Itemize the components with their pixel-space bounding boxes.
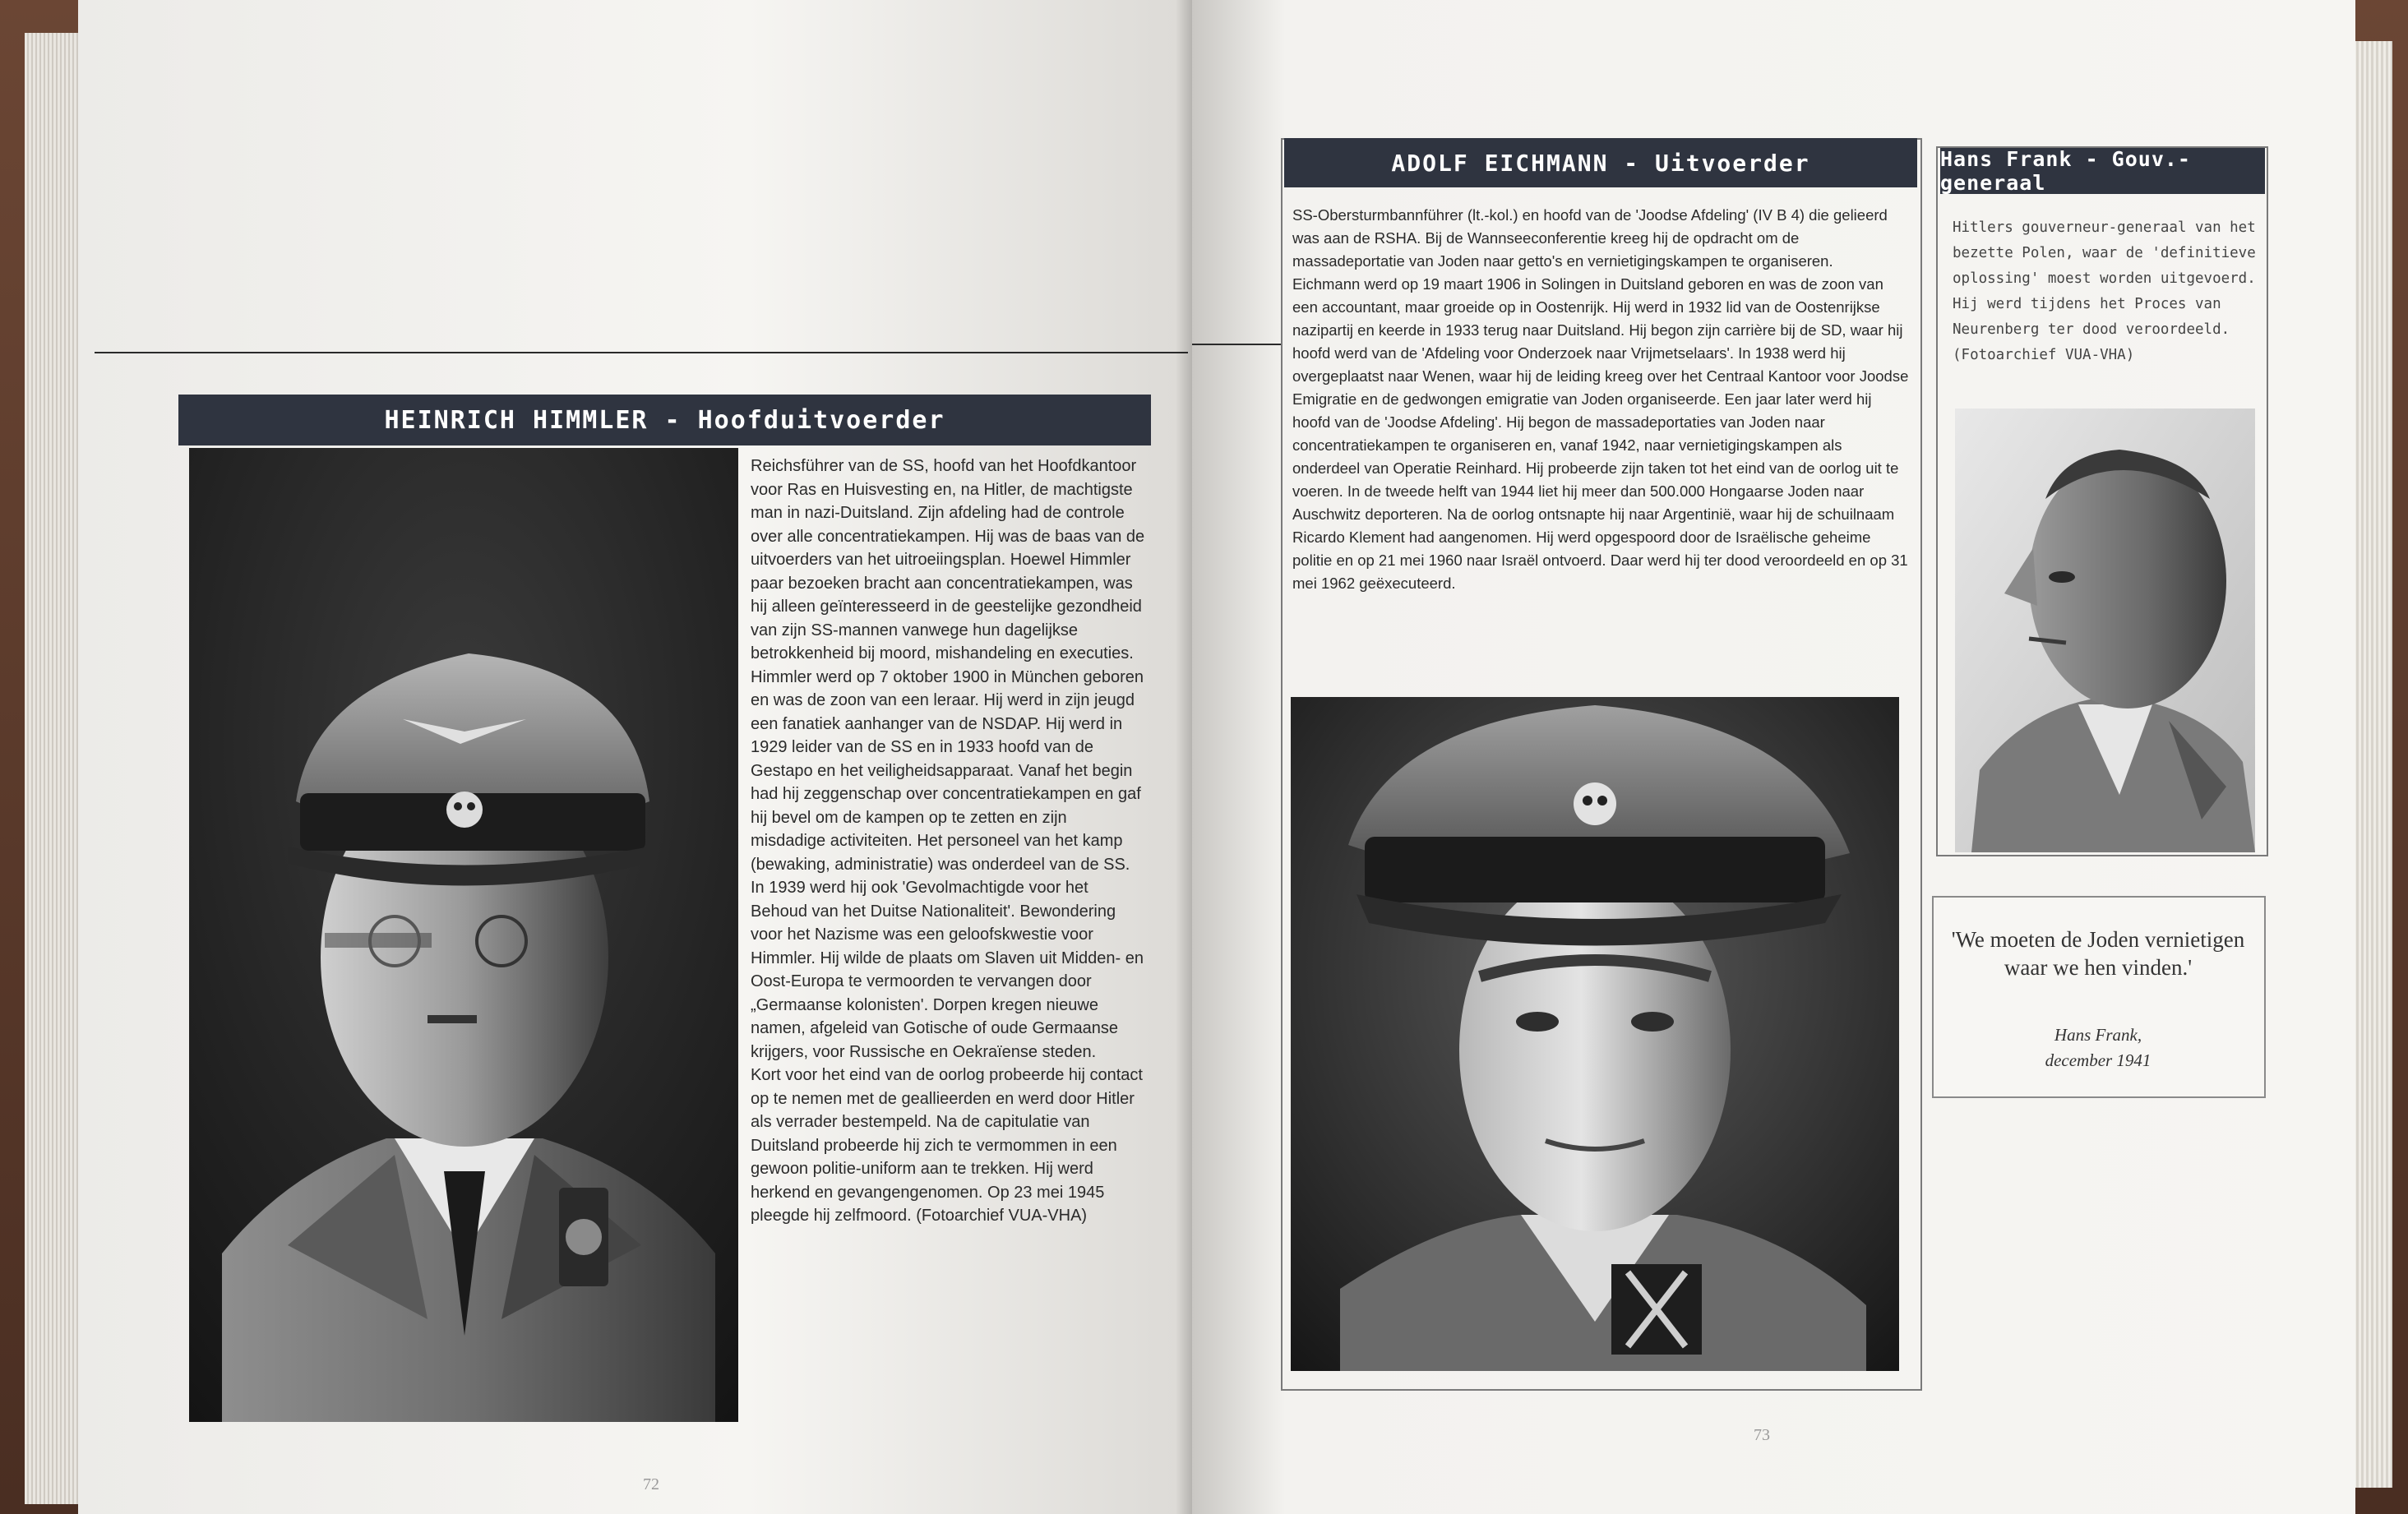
eichmann-banner: ADOLF EICHMANN - Uitvoerder	[1284, 138, 1917, 187]
eichmann-portrait-graphic	[1291, 697, 1899, 1371]
eichmann-text	[1292, 204, 1909, 595]
himmler-banner: HEINRICH HIMMLER - Hoofduitvoerder	[178, 395, 1151, 445]
himmler-photo	[189, 448, 738, 1422]
frank-quote: 'We moeten de Joden vernietigen waar we hen vinden.'	[1951, 927, 2245, 980]
himmler-paragraph-2: Himmler werd op 7 oktober 1900 in München geboren en was de zoon van een leraar. Hij werd in zijn jeugd een fanatiek aanhanger van de NSDAP. Hij werd in 1929 leider van de SS en in 1933 hoofd van de Gestapo en het veiligheidsapparaat. Vanaf het begin had hij zeggenschap over concentratiekampen en gaf hij bevel om de kampen op te zetten en zijn misdadige activiteiten. Het personeel van het kamp (bewaking, administratie) was onderdeel van de SS. In 1939 werd hij ook 'Gevolmachtigde voor het Behoud van het Duitse Nationaliteit'. Bewondering voor het Nazisme was een geloofskwestie voor Himmler. Hij wilde de plaats om Slaven uit Midden- en Oost-Europa te vermoorden te vervangen door „Germaanse kolonisten'. Dorpen kregen nieuwe namen, afgeleid van Gotische of oude Germaanse krijgers, voor Russische en Oekraïense steden.	[751, 667, 1144, 1061]
eichmann-photo	[1291, 697, 1899, 1371]
book-page-edges-right	[2351, 41, 2392, 1488]
top-rule-left	[95, 352, 1188, 353]
himmler-paragraph-3: Kort voor het eind van de oorlog probeerde hij contact op te nemen met de geallieerden en werd door Hitler als verrader bestempeld. Na de capitulatie van Duitsland probeerde hij zich te vermommen in een gewoon politie-uniform aan te trekken. Hij werd herkend en gevangengenomen. Op 23 mei 1945 pleegde hij zelfmoord. (Fotoarchief VUA-VHA)	[751, 1066, 1143, 1225]
himmler-portrait-graphic	[189, 448, 738, 1422]
eichmann-paragraph-2: Eichmann werd op 19 maart 1906 in Solingen in Duitsland geboren en was de zoon van een accountant, maar groeide op in Oostenrijk. Hij werd in 1932 lid van de Oostenrijkse nazipartij en keerde in 1933 terug naar Duitsland. Hij begon zijn carrière bij de SD, waar hij hoofd werd van de 'Afdeling voor Onderzoek naar Vrijmetselaars'. In 1938 werd hij overgeplaatst naar Wenen, waar hij de leiding kreeg over het Centraal Kantoor voor Joodse Emigratie en de gedwongen emigratie van Joden organiseerde. Een jaar later werd hij hoofd van de 'Joodse Afdeling'. Hij begon de massadeportaties van Joden naar concentratiekampen te organiseren en, vanaf 1942, naar vernietigingskampen als onderdeel van Operatie Reinhard. Hij probeerde zijn taken tot het eind van de oorlog uit te voeren. In de tweede helft van 1944 liet hij meer dan 500.000 Hongaarse Joden naar Auschwitz deporteren. Na de oorlog ontsnapte hij naar Argentinië, waar hij de schuilnaam Ricardo Klement had aangenomen. Hij werd opgespoord door de Israëlische geheime politie en op 21 mei 1960 naar Israël ontvoerd. Daar werd hij ter dood veroordeeld en op 31 mei 1962 geëxecuteerd.	[1292, 275, 1909, 592]
right-page	[1192, 0, 2355, 1514]
page-number-right: 73	[1754, 1426, 1770, 1444]
frank-attribution-date: december 1941	[2045, 1050, 2151, 1070]
frank-attribution-name: Hans Frank,	[2054, 1025, 2142, 1045]
page-number-left: 72	[643, 1475, 659, 1493]
top-rule-right	[1192, 344, 1283, 345]
frank-photo	[1955, 409, 2255, 852]
frank-portrait-graphic	[1955, 409, 2255, 852]
left-page	[78, 0, 1192, 1514]
frank-text: Hitlers gouverneur-generaal van het bezette Polen, waar de 'definitieve oplossing' moest worden uitgevoerd. Hij werd tijdens het Proces van Neurenberg ter dood veroordeeld. (Fotoarchief VUA-VHA)	[1953, 219, 2256, 363]
himmler-text	[751, 455, 1145, 1474]
eichmann-paragraph-1: SS-Obersturmbannführer (lt.-kol.) en hoofd van de 'Joodse Afdeling' (IV B 4) die gelieerd was aan de RSHA. Bij de Wannseeconferentie kreeg hij de opdracht om de massadeportatie van Joden naar getto's en vernietigingskampen te organiseren.	[1292, 206, 1888, 270]
himmler-paragraph-1: Reichsführer van de SS, hoofd van het Hoofdkantoor voor Ras en Huisvesting en, na Hitler, de machtigste man in nazi-Duitsland. Zijn afdeling had de controle over alle concentratiekampen. Hij was de baas van de uitvoerders van het uitroeiingsplan. Hoewel Himmler paar bezoeken bracht aan concentratiekampen, was hij alleen geïnteresseerd in de geestelijke gezondheid van zijn SS-mannen vanwege hun dagelijkse betrokkenheid bij moord, mishandeling en executies.	[751, 457, 1145, 662]
frank-banner: Hans Frank - Gouv.-generaal	[1940, 148, 2265, 194]
frank-quote-box	[1932, 896, 2266, 1098]
